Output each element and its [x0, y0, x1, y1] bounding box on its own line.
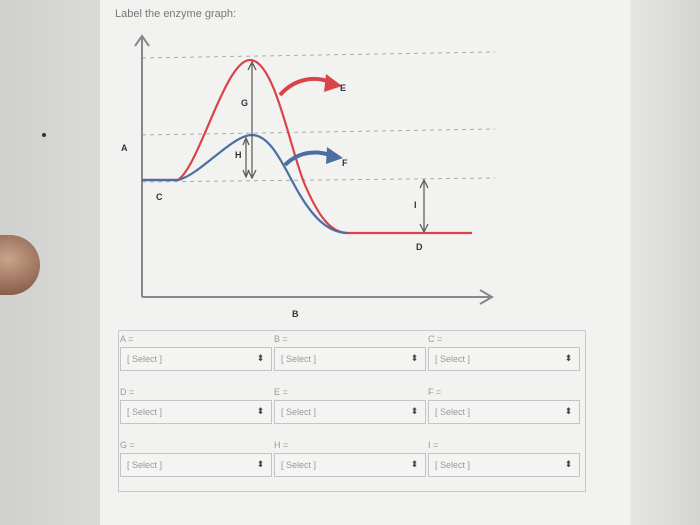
label-b: B — [292, 309, 299, 319]
dashed-line-middle — [142, 129, 495, 135]
f-arrow — [285, 152, 330, 165]
select-placeholder: [ Select ] — [435, 407, 471, 417]
field-i — [428, 439, 580, 477]
dashed-line-lower — [142, 178, 495, 182]
field-label: B = — [274, 334, 288, 344]
field-label: C = — [428, 334, 443, 344]
field-e — [274, 386, 426, 424]
e-arrow — [280, 79, 330, 95]
label-g: G — [241, 98, 249, 108]
select-c[interactable] — [428, 347, 580, 371]
up-down-chevron-icon: ⬍ — [564, 459, 573, 469]
select-b[interactable] — [274, 347, 426, 371]
field-label: A = — [120, 334, 134, 344]
select-h[interactable] — [274, 453, 426, 477]
up-down-chevron-icon: ⬍ — [410, 353, 419, 363]
label-i: I — [414, 200, 417, 210]
select-placeholder: [ Select ] — [127, 354, 163, 364]
select-placeholder: [ Select ] — [281, 460, 317, 470]
field-label: G = — [120, 440, 135, 450]
select-i[interactable] — [428, 453, 580, 477]
label-f: F — [342, 158, 348, 168]
label-h: H — [235, 150, 242, 160]
select-g[interactable] — [120, 453, 272, 477]
select-d[interactable] — [120, 400, 272, 424]
field-f — [428, 386, 580, 424]
field-label: H = — [274, 440, 289, 450]
up-down-chevron-icon: ⬍ — [564, 353, 573, 363]
field-c — [428, 333, 580, 371]
field-b — [274, 333, 426, 371]
field-label: D = — [120, 387, 135, 397]
up-down-chevron-icon: ⬍ — [256, 353, 265, 363]
select-placeholder: [ Select ] — [281, 407, 317, 417]
up-down-chevron-icon: ⬍ — [410, 459, 419, 469]
question-prompt: Label the enzyme graph: — [115, 8, 237, 20]
label-d: D — [416, 242, 423, 252]
field-d — [120, 386, 272, 424]
field-label: E = — [274, 387, 288, 397]
select-placeholder: [ Select ] — [127, 407, 163, 417]
label-e: E — [340, 83, 347, 93]
select-placeholder: [ Select ] — [281, 354, 317, 364]
dashed-line-top — [142, 52, 495, 58]
select-e[interactable] — [274, 400, 426, 424]
label-c: C — [156, 192, 163, 202]
select-placeholder: [ Select ] — [435, 354, 471, 364]
up-down-chevron-icon: ⬍ — [256, 406, 265, 416]
field-label: I = — [428, 440, 439, 450]
answer-grid — [118, 330, 586, 492]
select-placeholder: [ Select ] — [127, 460, 163, 470]
label-a: A — [121, 143, 128, 153]
catalyzed-curve — [142, 135, 348, 233]
field-h — [274, 439, 426, 477]
select-f[interactable] — [428, 400, 580, 424]
select-a[interactable] — [120, 347, 272, 371]
select-placeholder: [ Select ] — [435, 460, 471, 470]
field-label: F = — [428, 387, 442, 397]
field-g — [120, 439, 272, 477]
f-arrow-head — [326, 147, 343, 164]
up-down-chevron-icon: ⬍ — [564, 406, 573, 416]
up-down-chevron-icon: ⬍ — [410, 406, 419, 416]
field-a — [120, 333, 272, 371]
up-down-chevron-icon: ⬍ — [256, 459, 265, 469]
